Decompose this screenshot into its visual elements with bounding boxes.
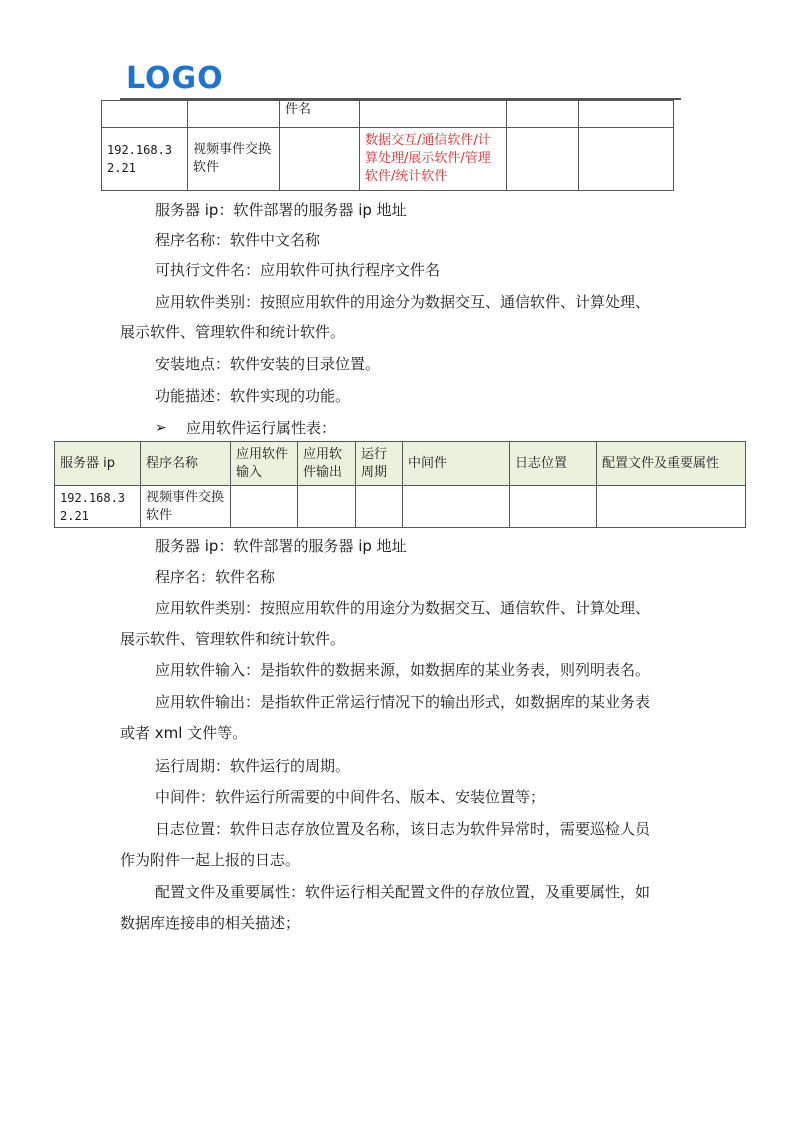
- table-cell: [597, 486, 746, 528]
- paragraph: 应用软件类别：按照应用软件的用途分为数据交互、通信软件、计算处理、: [155, 293, 651, 311]
- paragraph: 应用软件输入：是指软件的数据来源，如数据库的某业务表，则列明表名。: [155, 661, 651, 679]
- paragraph: 应用软件输出：是指软件正常运行情况下的输出形式，如数据库的某业务表: [155, 693, 651, 711]
- paragraph: 安装地点：软件安装的目录位置。: [155, 355, 381, 373]
- paragraph: 展示软件、管理软件和统计软件。: [120, 630, 346, 648]
- paragraph: 服务器 ip：软件部署的服务器 ip 地址: [155, 201, 407, 219]
- table-row: [55, 486, 746, 528]
- server-ip-cell: 192.168.32.21: [102, 128, 188, 191]
- table-cell: [507, 101, 579, 128]
- paragraph: 展示软件、管理软件和统计软件。: [120, 323, 346, 341]
- table-cell: [579, 101, 674, 128]
- software-info-table: [101, 100, 674, 191]
- bullet-arrow-icon: ➢: [155, 420, 167, 436]
- column-header: 应用软件输入: [231, 442, 298, 486]
- table-cell: [102, 101, 188, 128]
- table-cell: [231, 486, 298, 528]
- server-ip-cell: 192.168.32.21: [55, 486, 141, 528]
- paragraph: 运行周期：软件运行的周期。: [155, 757, 351, 775]
- paragraph: 或者 xml 文件等。: [120, 724, 248, 742]
- column-header: 服务器 ip: [55, 442, 141, 486]
- table-cell: [360, 101, 507, 128]
- column-header: 应用软件输出: [298, 442, 356, 486]
- paragraph: 功能描述：软件实现的功能。: [155, 387, 351, 405]
- column-header: 程序名称: [141, 442, 231, 486]
- paragraph: 服务器 ip：软件部署的服务器 ip 地址: [155, 537, 407, 555]
- paragraph: 日志位置：软件日志存放位置及名称，该日志为软件异常时，需要巡检人员: [155, 820, 651, 838]
- table-header-row: [55, 442, 746, 486]
- exe-name-cell: [280, 128, 360, 191]
- column-header: 配置文件及重要属性: [597, 442, 746, 486]
- table-cell: [403, 486, 510, 528]
- table-cell: [188, 101, 280, 128]
- category-cell: 数据交互/通信软件/计算处理/展示软件/管理软件/统计软件: [360, 128, 507, 191]
- program-name-cell: 视频事件交换软件: [188, 128, 280, 191]
- runtime-attributes-table: [54, 441, 746, 528]
- table-cell: 件名: [280, 101, 360, 128]
- paragraph: 中间件：软件运行所需要的中间件名、版本、安装位置等；: [155, 788, 546, 806]
- column-header: 日志位置: [510, 442, 597, 486]
- paragraph: 配置文件及重要属性：软件运行相关配置文件的存放位置，及重要属性，如: [155, 883, 651, 901]
- bullet-text: 应用软件运行属性表：: [186, 419, 337, 437]
- table-cell: [510, 486, 597, 528]
- location-cell: [507, 128, 579, 191]
- description-cell: [579, 128, 674, 191]
- paragraph: 数据库连接串的相关描述；: [120, 914, 301, 932]
- logo: LOGO: [126, 61, 224, 96]
- paragraph: 程序名：软件名称: [155, 568, 276, 586]
- table-cell: [356, 486, 403, 528]
- paragraph: 应用软件类别：按照应用软件的用途分为数据交互、通信软件、计算处理、: [155, 599, 651, 617]
- paragraph: 程序名称：软件中文名称: [155, 231, 321, 249]
- table-row: [102, 128, 674, 191]
- program-name-cell: 视频事件交换软件: [141, 486, 231, 528]
- table-cell: [298, 486, 356, 528]
- paragraph: 可执行文件名：应用软件可执行程序文件名: [155, 261, 441, 279]
- paragraph: 作为附件一起上报的日志。: [120, 851, 301, 869]
- column-header: 运行周期: [356, 442, 403, 486]
- table-row: [102, 101, 674, 128]
- column-header: 中间件: [403, 442, 510, 486]
